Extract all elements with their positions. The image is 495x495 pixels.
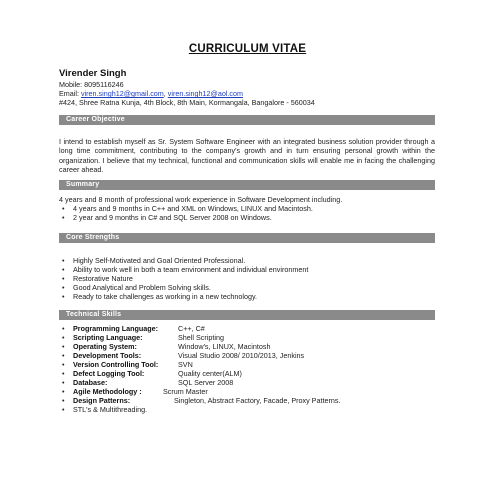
bullet-icon: • <box>62 256 65 265</box>
skill-label: Operating System: <box>73 342 137 351</box>
skill-value: Visual Studio 2008/ 2010/2013, Jenkins <box>178 351 305 360</box>
email-label: Email: <box>59 89 81 98</box>
career-objective-text: I intend to establish myself as Sr. System Software Engineer with an integrated business solution provider through a long time commitment, contributing to the company's growth and in turn ensuring personal growth within the organization. I believe that my technical, functional and communication skills will enable me in facing the challenging career ahead. <box>59 137 435 174</box>
bullet-icon: • <box>62 387 65 396</box>
summary-item: 2 year and 9 months in C# and SQL Server 2008 on Windows. <box>73 213 272 222</box>
bullet-icon: • <box>62 265 65 274</box>
summary-intro: 4 years and 8 month of professional work experience in Software Development including. <box>59 195 343 204</box>
skill-label: Design Patterns: <box>73 396 131 405</box>
bullet-icon: • <box>62 324 65 333</box>
skill-value: SQL Server 2008 <box>178 378 234 387</box>
document-title: CURRICULUM VITAE <box>188 43 307 55</box>
skill-value: Window's, LINUX, Macintosh <box>178 342 271 351</box>
summary-item: 4 years and 9 months in C++ and XML on Windows, LINUX and Macintosh. <box>73 204 313 213</box>
skill-label: Agile Methodology : <box>73 387 142 396</box>
skill-label: Defect Logging Tool: <box>73 369 145 378</box>
candidate-name: Virender Singh <box>59 68 127 79</box>
bullet-icon: • <box>62 351 65 360</box>
section-bar-core-strengths <box>59 233 435 243</box>
skill-label: Version Controlling Tool: <box>73 360 159 369</box>
skill-value: Quality center(ALM) <box>178 369 242 378</box>
skill-value: Singleton, Abstract Factory, Facade, Proxy Patterns. <box>174 396 341 405</box>
bullet-icon: • <box>62 360 65 369</box>
section-heading-core-strengths: Core Strengths <box>66 234 120 241</box>
email-separator: , <box>163 89 168 98</box>
bullet-icon: • <box>62 292 65 301</box>
skill-value: Scrum Master <box>163 387 208 396</box>
bullet-icon: • <box>62 333 65 342</box>
bullet-icon: • <box>62 378 65 387</box>
section-heading-summary: Summary <box>66 181 100 188</box>
skill-label: Database: <box>73 378 108 387</box>
bullet-icon: • <box>62 342 65 351</box>
section-heading-career-objective: Career Objective <box>66 116 125 123</box>
section-bar-technical-skills <box>59 310 435 320</box>
bullet-icon: • <box>62 283 65 292</box>
email-link-gmail[interactable]: viren.singh12@gmail.com <box>80 89 164 98</box>
strength-item: Restorative Nature <box>73 274 133 283</box>
strength-item: Highly Self-Motivated and Goal Oriented Professional. <box>73 256 246 265</box>
email-link-aol[interactable]: viren.singh12@aol.com <box>167 89 243 98</box>
skill-label: Development Tools: <box>73 351 142 360</box>
skill-value: C++, C# <box>178 324 205 333</box>
mobile-number: Mobile: 8095116246 <box>59 80 124 89</box>
bullet-icon: • <box>62 405 65 414</box>
section-bar-summary <box>59 180 435 190</box>
bullet-icon: • <box>62 213 65 222</box>
skill-label: Programming Language: <box>73 324 159 333</box>
skill-value: Shell Scripting <box>178 333 224 342</box>
email-line <box>59 89 243 98</box>
strength-item: Ability to work well in both a team environment and individual environment <box>73 265 309 274</box>
bullet-icon: • <box>62 396 65 405</box>
strength-item: Good Analytical and Problem Solving skills. <box>73 283 211 292</box>
section-bar-career-objective <box>59 115 435 125</box>
bullet-icon: • <box>62 204 65 213</box>
skill-label: Scripting Language: <box>73 333 143 342</box>
section-heading-technical-skills: Technical Skills <box>66 311 122 318</box>
skill-value: SVN <box>178 360 193 369</box>
address: #424, Shree Ratna Kunja, 4th Block, 8th Main, Kormangala, Bangalore - 560034 <box>59 98 315 107</box>
bullet-icon: • <box>62 274 65 283</box>
strength-item: Ready to take challenges as working in a new technology. <box>73 292 258 301</box>
skill-item-stl: STL's & Multithreading. <box>73 405 148 414</box>
bullet-icon: • <box>62 369 65 378</box>
